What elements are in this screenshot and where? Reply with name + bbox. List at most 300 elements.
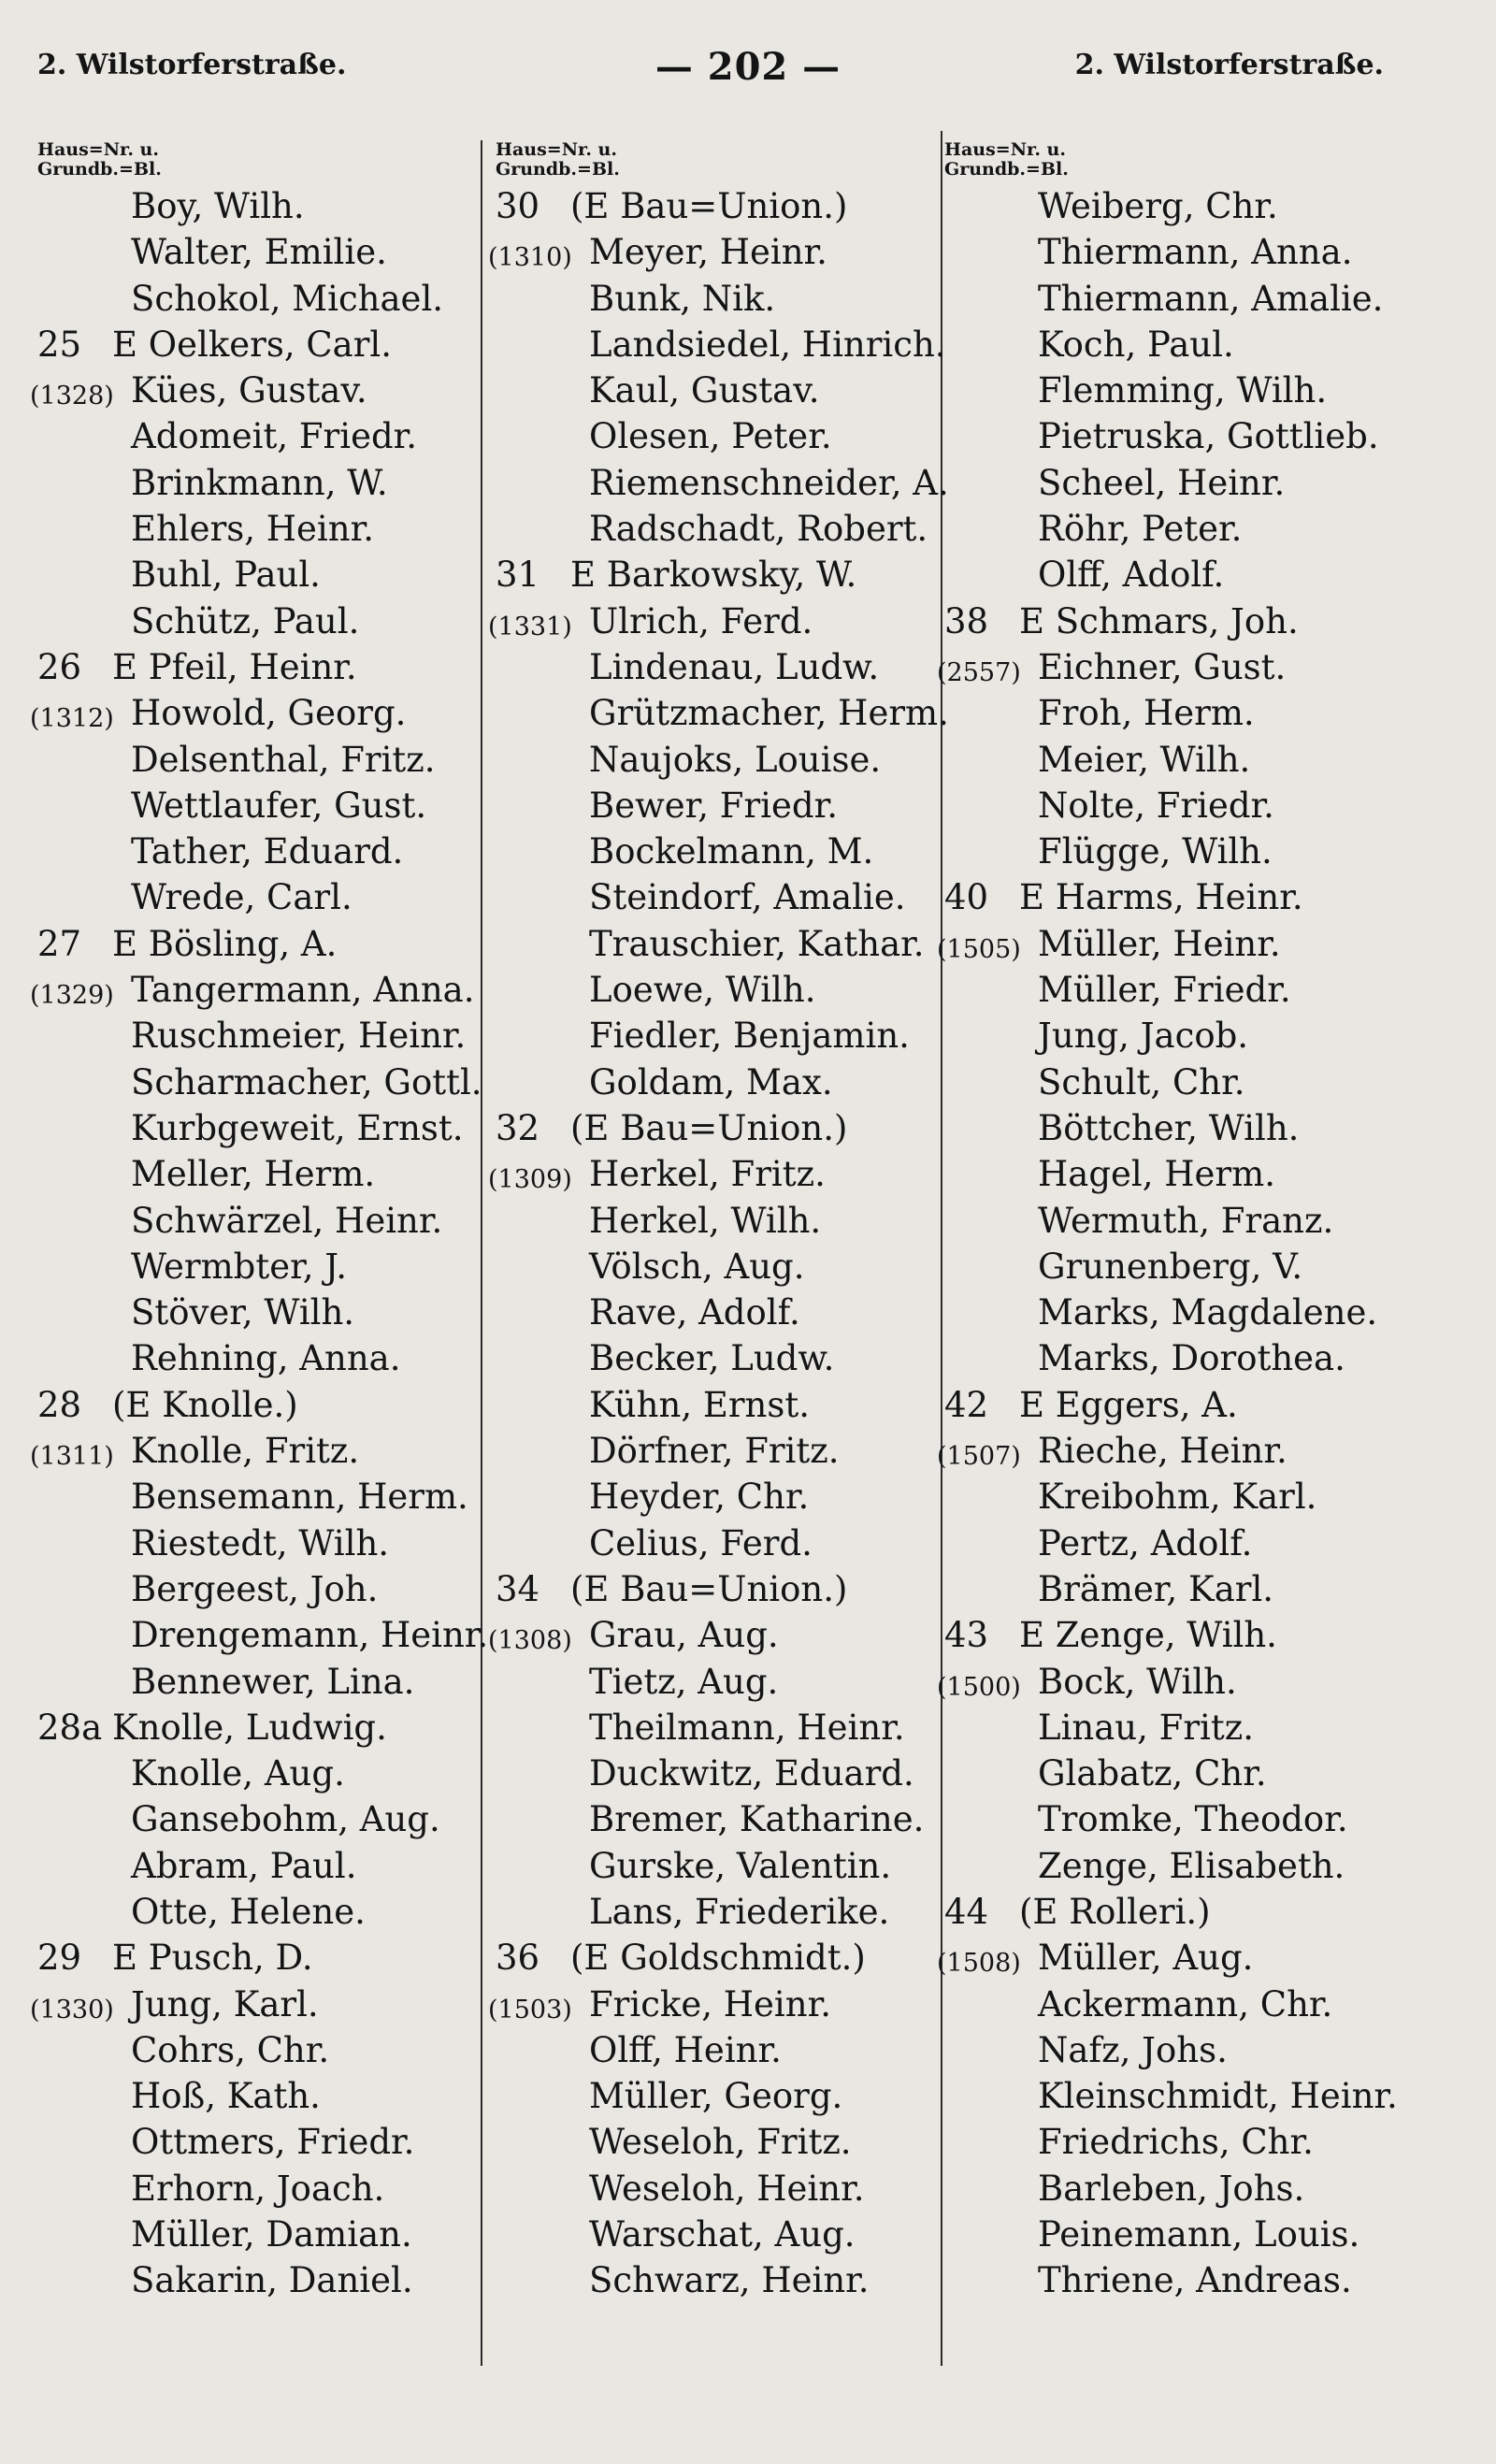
- resident-name: Müller, Friedr.: [1038, 970, 1291, 1011]
- directory-entry: [37, 1290, 477, 1335]
- directory-entry: [944, 1520, 1468, 1566]
- resident-name: Erhorn, Joach.: [131, 2168, 385, 2209]
- resident-name: Trauschier, Kathar.: [589, 923, 925, 964]
- directory-entry: [937, 1428, 1468, 1474]
- directory-entry: [937, 1935, 1468, 1981]
- directory-entry: [496, 1244, 935, 1290]
- directory-entry: [37, 1059, 482, 1105]
- directory-entry: [37, 1335, 477, 1381]
- directory-entry: [37, 737, 477, 783]
- resident-name: Ulrich, Ferd.: [589, 600, 813, 641]
- directory-entry: [944, 2166, 1468, 2212]
- house-number: 36: [496, 1938, 540, 1979]
- resident-name: Meller, Herm.: [131, 1154, 376, 1195]
- house-number: 38: [944, 600, 989, 641]
- directory-entry: [488, 1612, 935, 1658]
- resident-name: Herkel, Wilh.: [589, 1200, 822, 1241]
- resident-name: Adomeit, Friedr.: [131, 416, 418, 457]
- resident-name: Stöver, Wilh.: [131, 1292, 355, 1333]
- resident-name: Abram, Paul.: [131, 1845, 357, 1886]
- grundbuch-number: (1310): [488, 243, 572, 273]
- directory-entry: [37, 552, 477, 598]
- directory-entry: [937, 1659, 1468, 1705]
- resident-name: Völsch, Aug.: [589, 1246, 805, 1287]
- directory-entry: [944, 276, 1468, 322]
- directory-entry: [37, 183, 477, 229]
- resident-name: Landsiedel, Hinrich.: [589, 324, 946, 365]
- house-number: 43: [944, 1615, 989, 1656]
- directory-entry: [496, 1059, 935, 1105]
- resident-name: E Oelkers, Carl.: [112, 324, 392, 365]
- directory-entry: [496, 1935, 935, 1981]
- directory-entry: [496, 2027, 935, 2073]
- column-1: [30, 139, 489, 2304]
- directory-entry: [944, 1843, 1468, 1889]
- directory-entry: [37, 1198, 477, 1244]
- resident-name: Marks, Magdalene.: [1038, 1292, 1378, 1333]
- directory-entry: [496, 690, 949, 736]
- column-heading-line: Grundb.=Bl.: [496, 159, 620, 180]
- directory-entry: [496, 367, 935, 413]
- house-number: 28: [37, 1384, 82, 1425]
- directory-entry: [944, 690, 1468, 736]
- resident-name: E Zenge, Wilh.: [1019, 1615, 1277, 1656]
- house-number: 30: [496, 186, 540, 226]
- resident-name: Weseloh, Heinr.: [589, 2168, 865, 2209]
- directory-entry: [37, 1566, 477, 1612]
- resident-name: Eichner, Gust.: [1038, 646, 1287, 687]
- grundbuch-number: (1311): [30, 1442, 114, 1472]
- directory-entry: [944, 229, 1468, 275]
- directory-entry: [37, 413, 477, 459]
- directory-entry: [37, 1474, 477, 1520]
- directory-entry: [496, 783, 935, 829]
- directory-entry: [496, 967, 935, 1013]
- directory-entry: [496, 1198, 935, 1244]
- column-heading: [37, 140, 477, 180]
- resident-name: Cohrs, Chr.: [131, 2029, 330, 2070]
- resident-name: Thriene, Andreas.: [1038, 2260, 1352, 2301]
- resident-name: Lindenau, Ludw.: [589, 646, 880, 687]
- column-heading: [496, 140, 935, 180]
- grundbuch-number: (1507): [937, 1442, 1021, 1472]
- directory-entry: [30, 1981, 477, 2027]
- directory-entry: [37, 1105, 477, 1151]
- column-heading-line: Grundb.=Bl.: [37, 159, 162, 180]
- directory-entry: [496, 737, 935, 783]
- resident-name: Scharmacher, Gottl.: [131, 1061, 482, 1102]
- directory-entry: [944, 1105, 1468, 1151]
- directory-entry: [944, 1198, 1468, 1244]
- directory-entry: [944, 598, 1468, 644]
- running-header-right: 2. Wilstorferstraße.: [1074, 49, 1384, 81]
- grundbuch-number: (1331): [488, 612, 572, 641]
- grundbuch-number: (1505): [937, 934, 1021, 964]
- resident-name: Kaul, Gustav.: [589, 370, 820, 411]
- directory-entry: [944, 1151, 1468, 1197]
- directory-entry: [496, 460, 949, 506]
- directory-entry: [944, 183, 1468, 229]
- directory-entry: [37, 598, 477, 644]
- resident-name: Bremer, Katharine.: [589, 1799, 925, 1840]
- house-number: 31: [496, 555, 540, 596]
- directory-entry: [37, 1935, 477, 1981]
- directory-entry: [944, 829, 1468, 874]
- resident-name: Grützmacher, Herm.: [589, 693, 949, 734]
- resident-name: Froh, Herm.: [1038, 693, 1255, 734]
- resident-name: (E Bau=Union.): [570, 1107, 848, 1148]
- resident-name: Howold, Georg.: [131, 693, 407, 734]
- column-heading-line: Haus=Nr. u.: [496, 139, 617, 160]
- resident-name: Bergeest, Joh.: [131, 1568, 379, 1609]
- directory-entry: [944, 1705, 1468, 1751]
- directory-entry: [37, 2027, 477, 2073]
- resident-name: Rave, Adolf.: [589, 1292, 800, 1333]
- resident-name: Celius, Ferd.: [589, 1522, 813, 1563]
- directory-entry: [944, 967, 1468, 1013]
- directory-entry: [37, 1151, 477, 1197]
- directory-entry: [37, 1382, 477, 1428]
- resident-name: Bewer, Friedr.: [589, 785, 838, 826]
- resident-name: E Eggers, A.: [1019, 1384, 1238, 1425]
- directory-entry: [944, 2027, 1468, 2073]
- directory-entry: [944, 874, 1468, 920]
- directory-entry: [37, 874, 477, 920]
- resident-name: Wermbter, J.: [131, 1246, 347, 1287]
- house-number: 27: [37, 923, 82, 964]
- directory-entry: [37, 460, 477, 506]
- directory-entry: [937, 644, 1468, 690]
- directory-entry: [944, 552, 1468, 598]
- column-heading-line: Haus=Nr. u.: [37, 139, 159, 160]
- resident-name: Wrede, Carl.: [131, 877, 352, 918]
- resident-name: Grau, Aug.: [589, 1615, 779, 1656]
- directory-entry: [944, 367, 1468, 413]
- directory-entry: [496, 829, 935, 874]
- directory-entry: [37, 2257, 477, 2303]
- resident-name: Bensemann, Herm.: [131, 1477, 468, 1518]
- resident-name: E Harms, Heinr.: [1019, 877, 1303, 918]
- resident-name: Bunk, Nik.: [589, 278, 776, 319]
- directory-entry: [37, 1520, 477, 1566]
- resident-name: (E Rolleri.): [1019, 1891, 1211, 1932]
- resident-name: Schwärzel, Heinr.: [131, 1200, 443, 1241]
- resident-name: Brinkmann, W.: [131, 462, 388, 503]
- directory-entry: [944, 413, 1468, 459]
- directory-entry: [37, 2166, 477, 2212]
- resident-name: Böttcher, Wilh.: [1038, 1107, 1300, 1148]
- resident-name: Riestedt, Wilh.: [131, 1522, 390, 1563]
- resident-name: Thiermann, Amalie.: [1038, 278, 1384, 319]
- directory-entry: [496, 1843, 935, 1889]
- directory-entry: [944, 2257, 1468, 2303]
- resident-name: Sakarin, Daniel.: [131, 2260, 413, 2301]
- directory-entry: [37, 1659, 477, 1705]
- directory-entry: [30, 967, 477, 1013]
- directory-entry: [496, 1290, 935, 1335]
- directory-entry: [944, 1889, 1468, 1935]
- directory-entry: [496, 2257, 935, 2303]
- resident-name: Weiberg, Chr.: [1038, 186, 1278, 226]
- resident-name: Boy, Wilh.: [131, 186, 305, 226]
- directory-entry: [496, 644, 935, 690]
- directory-entry: [488, 598, 935, 644]
- grundbuch-number: (1308): [488, 1626, 572, 1656]
- resident-name: Heyder, Chr.: [589, 1477, 810, 1518]
- directory-entry: [488, 1151, 935, 1197]
- resident-name: Schult, Chr.: [1038, 1061, 1245, 1102]
- resident-name: Becker, Ludw.: [589, 1338, 835, 1379]
- directory-entry: [37, 921, 477, 967]
- directory-entry: [496, 1382, 935, 1428]
- directory-entry: [496, 183, 935, 229]
- resident-name: Pertz, Adolf.: [1038, 1522, 1253, 1563]
- directory-entry: [944, 1751, 1468, 1796]
- resident-name: Ackermann, Chr.: [1038, 1983, 1333, 2025]
- resident-name: Olesen, Peter.: [589, 416, 832, 457]
- grundbuch-number: (1508): [937, 1949, 1021, 1979]
- resident-name: Brämer, Karl.: [1038, 1568, 1274, 1609]
- resident-name: Meyer, Heinr.: [589, 232, 827, 273]
- directory-entry: [944, 460, 1468, 506]
- resident-name: Bennewer, Lina.: [131, 1661, 415, 1702]
- directory-entry: [944, 1335, 1468, 1381]
- house-number: 29: [37, 1938, 82, 1979]
- directory-entry: [37, 829, 477, 874]
- house-number: 32: [496, 1107, 540, 1148]
- resident-name: Flemming, Wilh.: [1038, 370, 1328, 411]
- directory-entry: [37, 1013, 477, 1059]
- resident-name: Ruschmeier, Heinr.: [131, 1016, 467, 1057]
- directory-entry: [944, 1796, 1468, 1842]
- resident-name: Scheel, Heinr.: [1038, 462, 1286, 503]
- column-heading-line: Grundb.=Bl.: [944, 159, 1069, 180]
- directory-entry: [944, 1013, 1468, 1059]
- resident-name: Tangermann, Anna.: [131, 970, 475, 1011]
- resident-name: Rieche, Heinr.: [1038, 1431, 1287, 1472]
- directory-entry: [944, 2073, 1468, 2119]
- resident-name: Knolle, Aug.: [131, 1753, 345, 1794]
- grundbuch-number: (1500): [937, 1672, 1021, 1702]
- resident-name: Lans, Friederike.: [589, 1891, 890, 1932]
- resident-name: Bockelmann, M.: [589, 831, 874, 872]
- column-divider: [481, 140, 482, 2366]
- resident-name: Thiermann, Anna.: [1038, 232, 1353, 273]
- resident-name: (E Knolle.): [112, 1384, 298, 1425]
- directory-entry: [37, 2119, 477, 2165]
- house-number: 42: [944, 1384, 989, 1425]
- directory-entry: [496, 1520, 935, 1566]
- resident-name: Barleben, Johs.: [1038, 2168, 1305, 2209]
- resident-name: Koch, Paul.: [1038, 324, 1234, 365]
- grundbuch-number: (1328): [30, 382, 114, 411]
- resident-name: E Bösling, A.: [112, 923, 338, 964]
- directory-entry: [944, 506, 1468, 552]
- directory-entry: [37, 322, 477, 367]
- directory-entry: [496, 506, 935, 552]
- grundbuch-number: (1309): [488, 1165, 572, 1195]
- column-heading-line: Haus=Nr. u.: [944, 139, 1066, 160]
- directory-entry: [496, 276, 935, 322]
- resident-name: Linau, Fritz.: [1038, 1707, 1254, 1748]
- resident-name: Grunenberg, V.: [1038, 1246, 1303, 1287]
- resident-name: Warschat, Aug.: [589, 2214, 856, 2255]
- grundbuch-number: (1312): [30, 704, 114, 734]
- resident-name: Meier, Wilh.: [1038, 739, 1251, 780]
- resident-name: Buhl, Paul.: [131, 555, 321, 596]
- directory-entry: [37, 1705, 477, 1751]
- grundbuch-number: (1330): [30, 1995, 114, 2025]
- resident-name: Steindorf, Amalie.: [589, 877, 906, 918]
- resident-name: Ehlers, Heinr.: [131, 509, 374, 550]
- directory-entry: [37, 1612, 489, 1658]
- directory-entry: [944, 1474, 1468, 1520]
- resident-name: Glabatz, Chr.: [1038, 1753, 1267, 1794]
- resident-name: Schwarz, Heinr.: [589, 2260, 870, 2301]
- resident-name: Knolle, Ludwig.: [112, 1707, 387, 1748]
- resident-name: Kreibohm, Karl.: [1038, 1477, 1317, 1518]
- directory-entry: [944, 1981, 1468, 2027]
- resident-name: Röhr, Peter.: [1038, 509, 1243, 550]
- directory-entry: [496, 1335, 935, 1381]
- directory-entry: [944, 1244, 1468, 1290]
- column-3: [937, 139, 1468, 2304]
- directory-entry: [944, 783, 1468, 829]
- house-number: 25: [37, 324, 82, 365]
- resident-name: Riemenschneider, A.: [589, 462, 949, 503]
- directory-entry: [496, 1796, 935, 1842]
- resident-name: Rehning, Anna.: [131, 1338, 401, 1379]
- resident-name: Hoß, Kath.: [131, 2076, 321, 2117]
- resident-name: Peinemann, Louis.: [1038, 2214, 1360, 2255]
- resident-name: Kurbgeweit, Ernst.: [131, 1107, 464, 1148]
- resident-name: Müller, Georg.: [589, 2076, 843, 2117]
- resident-name: Dörfner, Fritz.: [589, 1431, 840, 1472]
- resident-name: Kües, Gustav.: [131, 370, 367, 411]
- resident-name: Naujoks, Louise.: [589, 739, 882, 780]
- directory-entry: [37, 644, 477, 690]
- directory-entry: [496, 2212, 935, 2257]
- directory-entry: [37, 783, 477, 829]
- resident-name: Schütz, Paul.: [131, 600, 360, 641]
- resident-name: E Barkowsky, W.: [570, 555, 857, 596]
- directory-entry: [37, 506, 477, 552]
- directory-entry: [496, 921, 935, 967]
- resident-name: Wermuth, Franz.: [1038, 1200, 1334, 1241]
- directory-entry: [496, 1013, 935, 1059]
- house-number: 34: [496, 1568, 540, 1609]
- house-number: 44: [944, 1891, 989, 1932]
- directory-entry: [37, 2212, 477, 2257]
- directory-entry: [37, 1843, 477, 1889]
- directory-entry: [944, 1290, 1468, 1335]
- resident-name: Delsenthal, Fritz.: [131, 739, 436, 780]
- resident-name: Fricke, Heinr.: [589, 1983, 831, 2025]
- directory-entry: [496, 874, 935, 920]
- directory-entry: [37, 229, 477, 275]
- resident-name: Wettlaufer, Gust.: [131, 785, 427, 826]
- resident-name: Marks, Dorothea.: [1038, 1338, 1345, 1379]
- resident-name: Drengemann, Heinr.: [131, 1615, 489, 1656]
- directory-entry: [937, 921, 1468, 967]
- directory-entry: [488, 229, 935, 275]
- resident-name: Müller, Damian.: [131, 2214, 412, 2255]
- resident-name: Hagel, Herm.: [1038, 1154, 1275, 1195]
- directory-entry: [30, 1428, 477, 1474]
- resident-name: Theilmann, Heinr.: [589, 1707, 905, 1748]
- resident-name: Bock, Wilh.: [1038, 1661, 1237, 1702]
- directory-entry: [496, 1751, 935, 1796]
- resident-name: Jung, Karl.: [131, 1983, 319, 2025]
- directory-entry: [944, 2119, 1468, 2165]
- directory-entry: [37, 1889, 477, 1935]
- grundbuch-number: (1503): [488, 1995, 572, 2025]
- directory-entry: [496, 2119, 935, 2165]
- resident-name: Tietz, Aug.: [589, 1661, 779, 1702]
- directory-entry: [496, 1659, 935, 1705]
- directory-entry: [944, 737, 1468, 783]
- resident-name: Gansebohm, Aug.: [131, 1799, 440, 1840]
- resident-name: Tromke, Theodor.: [1038, 1799, 1348, 1840]
- directory-entry: [496, 2166, 935, 2212]
- resident-name: Pietruska, Gottlieb.: [1038, 416, 1379, 457]
- resident-name: Jung, Jacob.: [1038, 1016, 1249, 1057]
- directory-entry: [30, 690, 477, 736]
- resident-name: Kühn, Ernst.: [589, 1384, 810, 1425]
- directory-entry: [944, 1059, 1468, 1105]
- resident-name: Flügge, Wilh.: [1038, 831, 1273, 872]
- directory-entry: [37, 1751, 477, 1796]
- directory-entry: [496, 1105, 935, 1151]
- resident-name: E Pusch, D.: [112, 1938, 313, 1979]
- resident-name: Ottmers, Friedr.: [131, 2122, 415, 2163]
- resident-name: Radschadt, Robert.: [589, 509, 928, 550]
- directory-entry: [944, 1566, 1468, 1612]
- resident-name: Olff, Heinr.: [589, 2029, 782, 2070]
- resident-name: Kleinschmidt, Heinr.: [1038, 2076, 1398, 2117]
- resident-name: Friedrichs, Chr.: [1038, 2122, 1314, 2163]
- resident-name: Schokol, Michael.: [131, 278, 444, 319]
- resident-name: (E Bau=Union.): [570, 186, 848, 226]
- directory-entry: [37, 2073, 477, 2119]
- house-number: 26: [37, 646, 82, 687]
- directory-entry: [496, 322, 946, 367]
- directory-entry: [496, 1705, 935, 1751]
- resident-name: Loewe, Wilh.: [589, 970, 816, 1011]
- resident-name: E Pfeil, Heinr.: [112, 646, 357, 687]
- directory-entry: [496, 1889, 935, 1935]
- resident-name: Knolle, Fritz.: [131, 1431, 360, 1472]
- column-heading: [944, 140, 1468, 180]
- resident-name: Zenge, Elisabeth.: [1038, 1845, 1345, 1886]
- resident-name: Tather, Eduard.: [131, 831, 404, 872]
- running-header-left: 2. Wilstorferstraße.: [37, 49, 347, 81]
- resident-name: Otte, Helene.: [131, 1891, 366, 1932]
- directory-entry: [488, 1981, 935, 2027]
- directory-entry: [496, 1566, 935, 1612]
- resident-name: Nolte, Friedr.: [1038, 785, 1274, 826]
- directory-entry: [496, 2073, 935, 2119]
- directory-entry: [944, 1382, 1468, 1428]
- house-number: 28a: [37, 1707, 103, 1748]
- resident-name: E Schmars, Joh.: [1019, 600, 1299, 641]
- resident-name: Duckwitz, Eduard.: [589, 1753, 914, 1794]
- directory-entry: [496, 413, 935, 459]
- resident-name: Olff, Adolf.: [1038, 555, 1225, 596]
- resident-name: Nafz, Johs.: [1038, 2029, 1228, 2070]
- directory-entry: [944, 2212, 1468, 2257]
- directory-entry: [37, 276, 477, 322]
